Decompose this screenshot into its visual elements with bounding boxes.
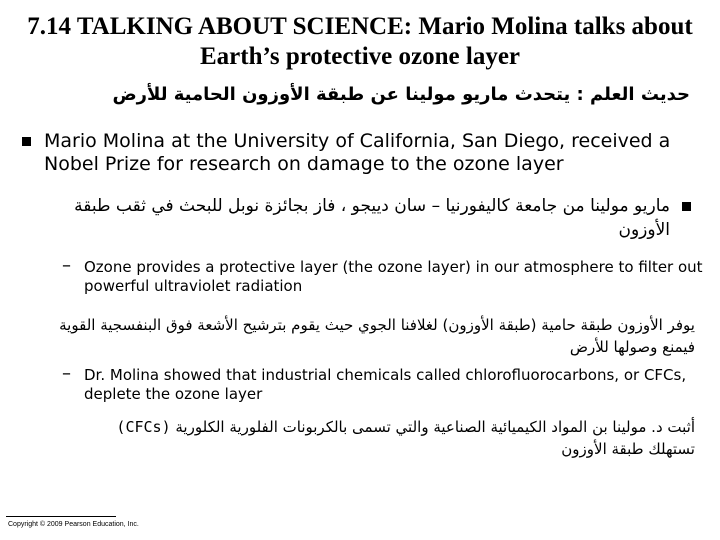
slide-title-arabic: حديث العلم : يتحدث ماريو مولينا عن طبقة الأوزون الحامية للأرض [112,84,690,105]
sub-bullet-2-english: Dr. Molina showed that industrial chemicals called chlorofluorocarbons, or CFCs, deplete the ozone layer [84,366,687,403]
slide-title: 7.14 TALKING ABOUT SCIENCE: Mario Molina talks about Earth’s protective ozone layer [27,13,693,70]
sub-bullet-2-arabic [30,416,695,460]
sub-bullet-2-arabic-line2: تستهلك طبقة الأوزون [561,440,695,458]
sub-bullet-dash-icon: – [62,363,71,384]
cfcs-label: (CFCs) [116,418,171,436]
copyright-notice: Copyright © 2009 Pearson Education, Inc. [8,521,139,528]
sub-bullet-dash-icon: – [62,255,71,276]
footer-divider [6,516,116,517]
bullet-square-icon [22,137,31,146]
sub-bullet-2-arabic-text: أثبت د. مولينا بن المواد الكيميائية الصناعية والتي تسمى بالكربونات الفلورية الكلورية [175,418,695,436]
sub-bullet-1-arabic: يوفر الأوزون طبقة حامية (طبقة الأوزون) لغلافنا الجوي حيث يقوم بترشيح الأشعة فوق البنفسجية القوية فيمنع وصولها للأرض [59,316,695,356]
bullet-1-english: Mario Molina at the University of California, San Diego, received a Nobel Prize for research on damage to the ozone layer [44,130,671,175]
bullet-square-icon [682,202,691,211]
sub-bullet-1-english: Ozone provides a protective layer (the ozone layer) in our atmosphere to filter out powerful ultraviolet radiation [84,258,703,295]
bullet-1-arabic: ماريو مولينا من جامعة كاليفورنيا – سان دييجو ، فاز بجائزة نوبل للبحث في ثقب طبقة الأوزون [74,196,670,240]
